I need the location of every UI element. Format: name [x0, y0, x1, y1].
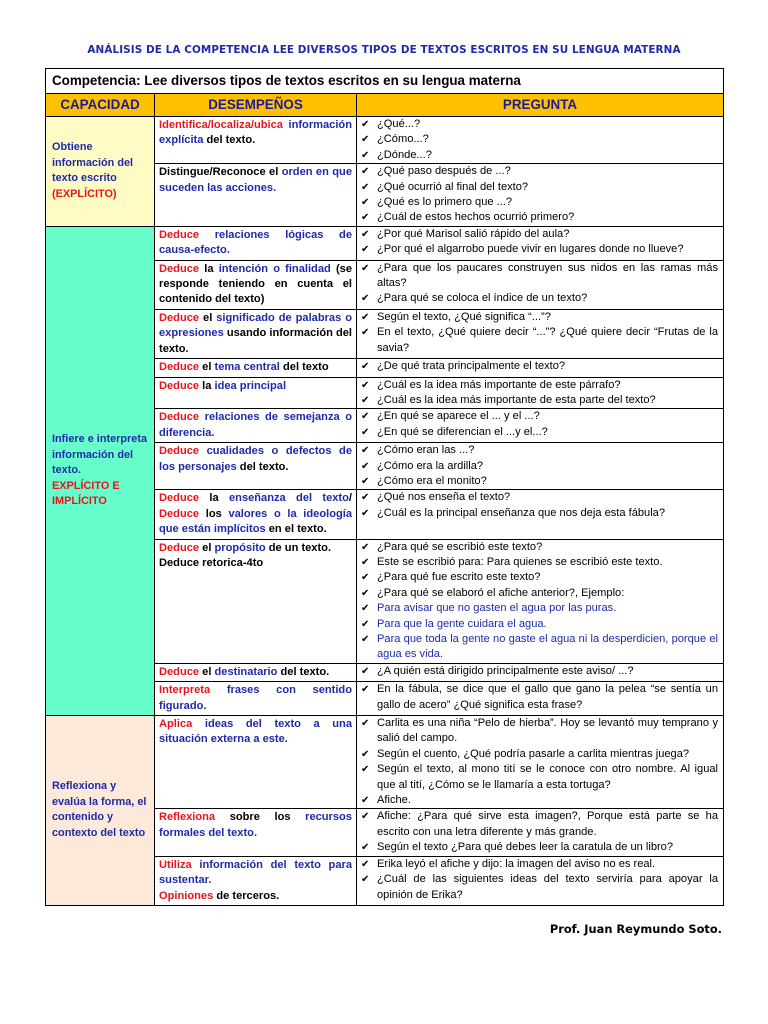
desempeno-cell: Reflexiona sobre los recursos formales del texto. [155, 809, 357, 856]
check-icon: ✔ [361, 764, 370, 776]
question-item [361, 490, 718, 505]
header-row [46, 94, 724, 117]
question-text: ¿Qué...? [377, 118, 421, 130]
question-text: ¿Cuál es la idea más importante de esta parte del texto? [377, 393, 656, 406]
question-item [361, 164, 718, 179]
pregunta-cell [357, 260, 724, 309]
check-icon: ✔ [361, 293, 370, 305]
check-icon: ✔ [361, 795, 370, 807]
desempeno-cell: Interpreta frases con sentido figurado. [155, 682, 357, 716]
question-text: Según el texto, ¿Qué significa “...”? [377, 310, 551, 323]
question-item [361, 261, 718, 292]
question-item [361, 555, 718, 570]
check-icon: ✔ [361, 541, 370, 553]
question-text: Según el cuento, ¿Qué podría pasarle a carlita mientras juega? [377, 747, 690, 760]
check-icon: ✔ [361, 119, 370, 130]
check-icon: ✔ [361, 718, 370, 730]
question-text: ¿Para qué se escribió este texto? [377, 540, 543, 553]
question-item [361, 793, 718, 808]
pregunta-cell [357, 443, 724, 490]
question-text: En la fábula, se dice que el gallo que gano la pelea “se sentía un gallo de acero” ¿Qué significa esta frase? [377, 683, 718, 711]
check-icon: ✔ [361, 587, 370, 599]
check-icon: ✔ [361, 134, 370, 146]
question-item [361, 180, 718, 195]
desempeno-cell: Deduce el destinatario del texto. [155, 663, 357, 681]
check-icon: ✔ [361, 379, 370, 391]
question-text: ¿Para qué se coloca el índice de un texto? [377, 292, 588, 305]
pregunta-cell [357, 856, 724, 905]
question-item [361, 443, 718, 458]
pregunta-cell [357, 663, 724, 681]
pregunta-cell [357, 809, 724, 856]
check-icon: ✔ [361, 811, 370, 823]
question-item [361, 242, 718, 257]
header-capacidad: CAPACIDAD [46, 94, 155, 117]
question-item [361, 117, 718, 132]
check-icon: ✔ [361, 262, 370, 274]
question-text: ¿Para que los paucares construyen sus nidos en las ramas más altas? [377, 261, 718, 290]
question-item [361, 617, 718, 632]
question-text: Para que la gente cuidara el agua. [377, 617, 547, 630]
check-icon: ✔ [361, 327, 370, 339]
desempeno-cell: Deduce la intención o finalidad (se responde teniendo en cuenta el contenido del texto) [155, 260, 357, 309]
check-icon: ✔ [361, 634, 370, 645]
check-icon: ✔ [361, 603, 370, 615]
question-item [361, 132, 718, 147]
check-icon: ✔ [361, 556, 370, 568]
question-text: ¿Dónde...? [377, 148, 432, 161]
desempeno-cell: Aplica ideas del texto a una situación externa a este. [155, 716, 357, 809]
question-text: ¿En qué se aparece el ... y el ...? [377, 410, 540, 423]
question-text: ¿Cuál de las siguientes ideas del texto serviría para apoyar la opinión de Erika? [377, 873, 718, 901]
question-text: ¿Cómo...? [377, 133, 429, 146]
check-icon: ✔ [361, 507, 370, 519]
question-text: ¿Cuál de estos hechos ocurrió primero? [377, 211, 575, 224]
check-icon: ✔ [361, 618, 370, 630]
desempeno-cell: Deduce relaciones lógicas de causa-efecto. [155, 226, 357, 260]
desempeno-cell: Identifica/localiza/ubica información explícita del texto. [155, 117, 357, 164]
question-item [361, 148, 718, 163]
question-text: Afiche: ¿Para qué sirve esta imagen?, Porque está parte se ha escrito con una letra diferente y más grande. [377, 810, 718, 838]
header-desempenos: DESEMPEÑOS [155, 94, 357, 117]
question-item [361, 664, 718, 679]
author-signature: Prof. Juan Reymundo Soto. [549, 922, 722, 936]
desempeno-cell: Utiliza información del texto para sustentar. Opiniones de terceros. [155, 856, 357, 905]
desempeno-cell: Deduce relaciones de semejanza o diferencia. [155, 409, 357, 443]
competency-title: Competencia: Lee diversos tipos de textos escritos en su lengua materna [46, 69, 724, 94]
question-text: ¿Por qué el algarrobo puede vivir en lugares donde no llueve? [377, 243, 684, 256]
table-row [46, 226, 724, 260]
check-icon: ✔ [361, 181, 370, 193]
check-icon: ✔ [361, 361, 370, 373]
page-title: ANÁLISIS DE LA COMPETENCIA LEE DIVERSOS TIPOS DE TEXTOS ESCRITOS EN SU LENGUA MATERNA [87, 44, 681, 56]
question-text: ¿Para qué fue escrito este texto? [377, 571, 541, 584]
question-item [361, 325, 718, 356]
desempeno-cell: Deduce el propósito de un texto. Deduce retorica-4to [155, 539, 357, 663]
question-item [361, 378, 718, 393]
question-item [361, 682, 718, 713]
question-text: Erika leyó el afiche y dijo: la imagen del aviso no es real. [377, 857, 656, 870]
pregunta-cell [357, 359, 724, 377]
desempeno-cell: Distingue/Reconoce el orden en que suceden las acciones. [155, 164, 357, 227]
pregunta-cell [357, 309, 724, 358]
desempeno-cell: Deduce cualidades o defectos de los personajes del texto. [155, 443, 357, 490]
question-item [361, 310, 718, 325]
pregunta-cell [357, 490, 724, 539]
question-item [361, 716, 718, 747]
question-item [361, 747, 718, 762]
desempeno-cell: Deduce el significado de palabras o expresiones usando información del texto. [155, 309, 357, 358]
check-icon: ✔ [361, 842, 370, 854]
question-text: ¿Cuál es la idea más importante de este párrafo? [377, 378, 621, 391]
check-icon: ✔ [361, 460, 370, 472]
question-text: ¿Cómo era el monito? [377, 474, 487, 487]
question-item [361, 210, 718, 225]
check-icon: ✔ [361, 166, 370, 178]
question-text: ¿Qué es lo primero que ...? [377, 196, 513, 209]
check-icon: ✔ [361, 149, 370, 161]
check-icon: ✔ [361, 411, 370, 423]
check-icon: ✔ [361, 445, 370, 457]
question-text: Para avisar que no gasten el agua por las puras. [377, 602, 617, 615]
question-item [361, 632, 718, 663]
question-text: ¿Para qué se elaboró el afiche anterior?, Ejemplo: [377, 586, 625, 599]
capacidad-obtiene: Obtiene información del texto escrito (EXPLÍCITO) [46, 117, 155, 227]
pregunta-cell [357, 226, 724, 260]
competency-table [45, 68, 724, 906]
question-item [361, 459, 718, 474]
desempeno-cell: Deduce el tema central del texto [155, 359, 357, 377]
pregunta-cell [357, 539, 724, 663]
check-icon: ✔ [361, 475, 370, 487]
question-text: Según el texto, al mono tití se le conoce con otro nombre. Al igual que al tití, ¿Cómo se le llamaría a esta tortuga? [377, 763, 718, 791]
question-text: ¿A quién está dirigido principalmente este aviso/ ...? [377, 664, 634, 677]
check-icon: ✔ [361, 684, 370, 696]
desempeno-cell: Deduce la enseñanza del texto/ Deduce los valores o la ideología que están implícitos en el texto. [155, 490, 357, 539]
question-text: ¿Cómo eran las ...? [377, 444, 475, 457]
pregunta-cell [357, 117, 724, 164]
pregunta-cell [357, 164, 724, 227]
question-text: ¿Qué ocurrió al final del texto? [377, 180, 529, 193]
question-text: ¿Cómo era la ardilla? [377, 459, 484, 472]
question-text: Según el texto ¿Para qué debes leer la caratula de un libro? [377, 841, 674, 854]
question-text: ¿Por qué Marisol salió rápido del aula? [377, 227, 570, 240]
question-item [361, 506, 718, 521]
question-text: Carlita es una niña “Pelo de hierba”. Hoy se levantó muy temprano y salió del campo. [377, 717, 718, 745]
check-icon: ✔ [361, 394, 370, 406]
check-icon: ✔ [361, 311, 370, 323]
question-item [361, 474, 718, 489]
question-item [361, 291, 718, 306]
check-icon: ✔ [361, 858, 370, 870]
check-icon: ✔ [361, 228, 370, 240]
check-icon: ✔ [361, 572, 370, 584]
question-item [361, 425, 718, 440]
question-item [361, 586, 718, 601]
pregunta-cell [357, 409, 724, 443]
check-icon: ✔ [361, 748, 370, 760]
question-item [361, 872, 718, 903]
table-row [46, 716, 724, 809]
question-text: ¿Qué nos enseña el texto? [377, 491, 511, 504]
question-text: ¿Qué paso después de ...? [377, 165, 511, 178]
pregunta-cell [357, 682, 724, 716]
check-icon: ✔ [361, 244, 370, 256]
check-icon: ✔ [361, 492, 370, 504]
pregunta-cell [357, 377, 724, 409]
question-item [361, 570, 718, 585]
check-icon: ✔ [361, 197, 370, 209]
question-text: Para que toda la gente no gaste el agua ni la desperdicien, porque el agua es vida. [377, 633, 718, 661]
question-item [361, 840, 718, 855]
question-text: En el texto, ¿Qué quiere decir “...”? ¿Qué quiere decir “Frutas de la savia? [377, 326, 718, 354]
capacidad-infiere: Infiere e interpreta información del texto. EXPLÍCITO E IMPLÍCITO [46, 226, 155, 715]
capacidad-reflexiona: Reflexiona y evalúa la forma, el contenido y contexto del texto [46, 716, 155, 906]
question-item [361, 762, 718, 793]
question-text: ¿En qué se diferencian el ...y el...? [377, 425, 548, 438]
question-item [361, 409, 718, 424]
question-item [361, 195, 718, 210]
check-icon: ✔ [361, 426, 370, 438]
check-icon: ✔ [361, 874, 370, 886]
question-item [361, 857, 718, 872]
question-item [361, 809, 718, 840]
check-icon: ✔ [361, 212, 370, 224]
question-text: ¿Cuál es la principal enseñanza que nos deja esta fábula? [377, 506, 666, 519]
header-pregunta: PREGUNTA [357, 94, 724, 117]
question-item [361, 601, 718, 616]
question-item [361, 227, 718, 242]
question-item [361, 540, 718, 555]
desempeno-cell: Deduce la idea principal [155, 377, 357, 409]
question-text: Este se escribió para: Para quienes se escribió este texto. [377, 555, 663, 568]
check-icon: ✔ [361, 665, 370, 677]
question-item [361, 359, 718, 374]
question-text: ¿De qué trata principalmente el texto? [377, 360, 566, 373]
pregunta-cell [357, 716, 724, 809]
table-row [46, 117, 724, 164]
question-text: Afiche. [377, 794, 411, 807]
competency-row [46, 69, 724, 94]
question-item [361, 393, 718, 408]
